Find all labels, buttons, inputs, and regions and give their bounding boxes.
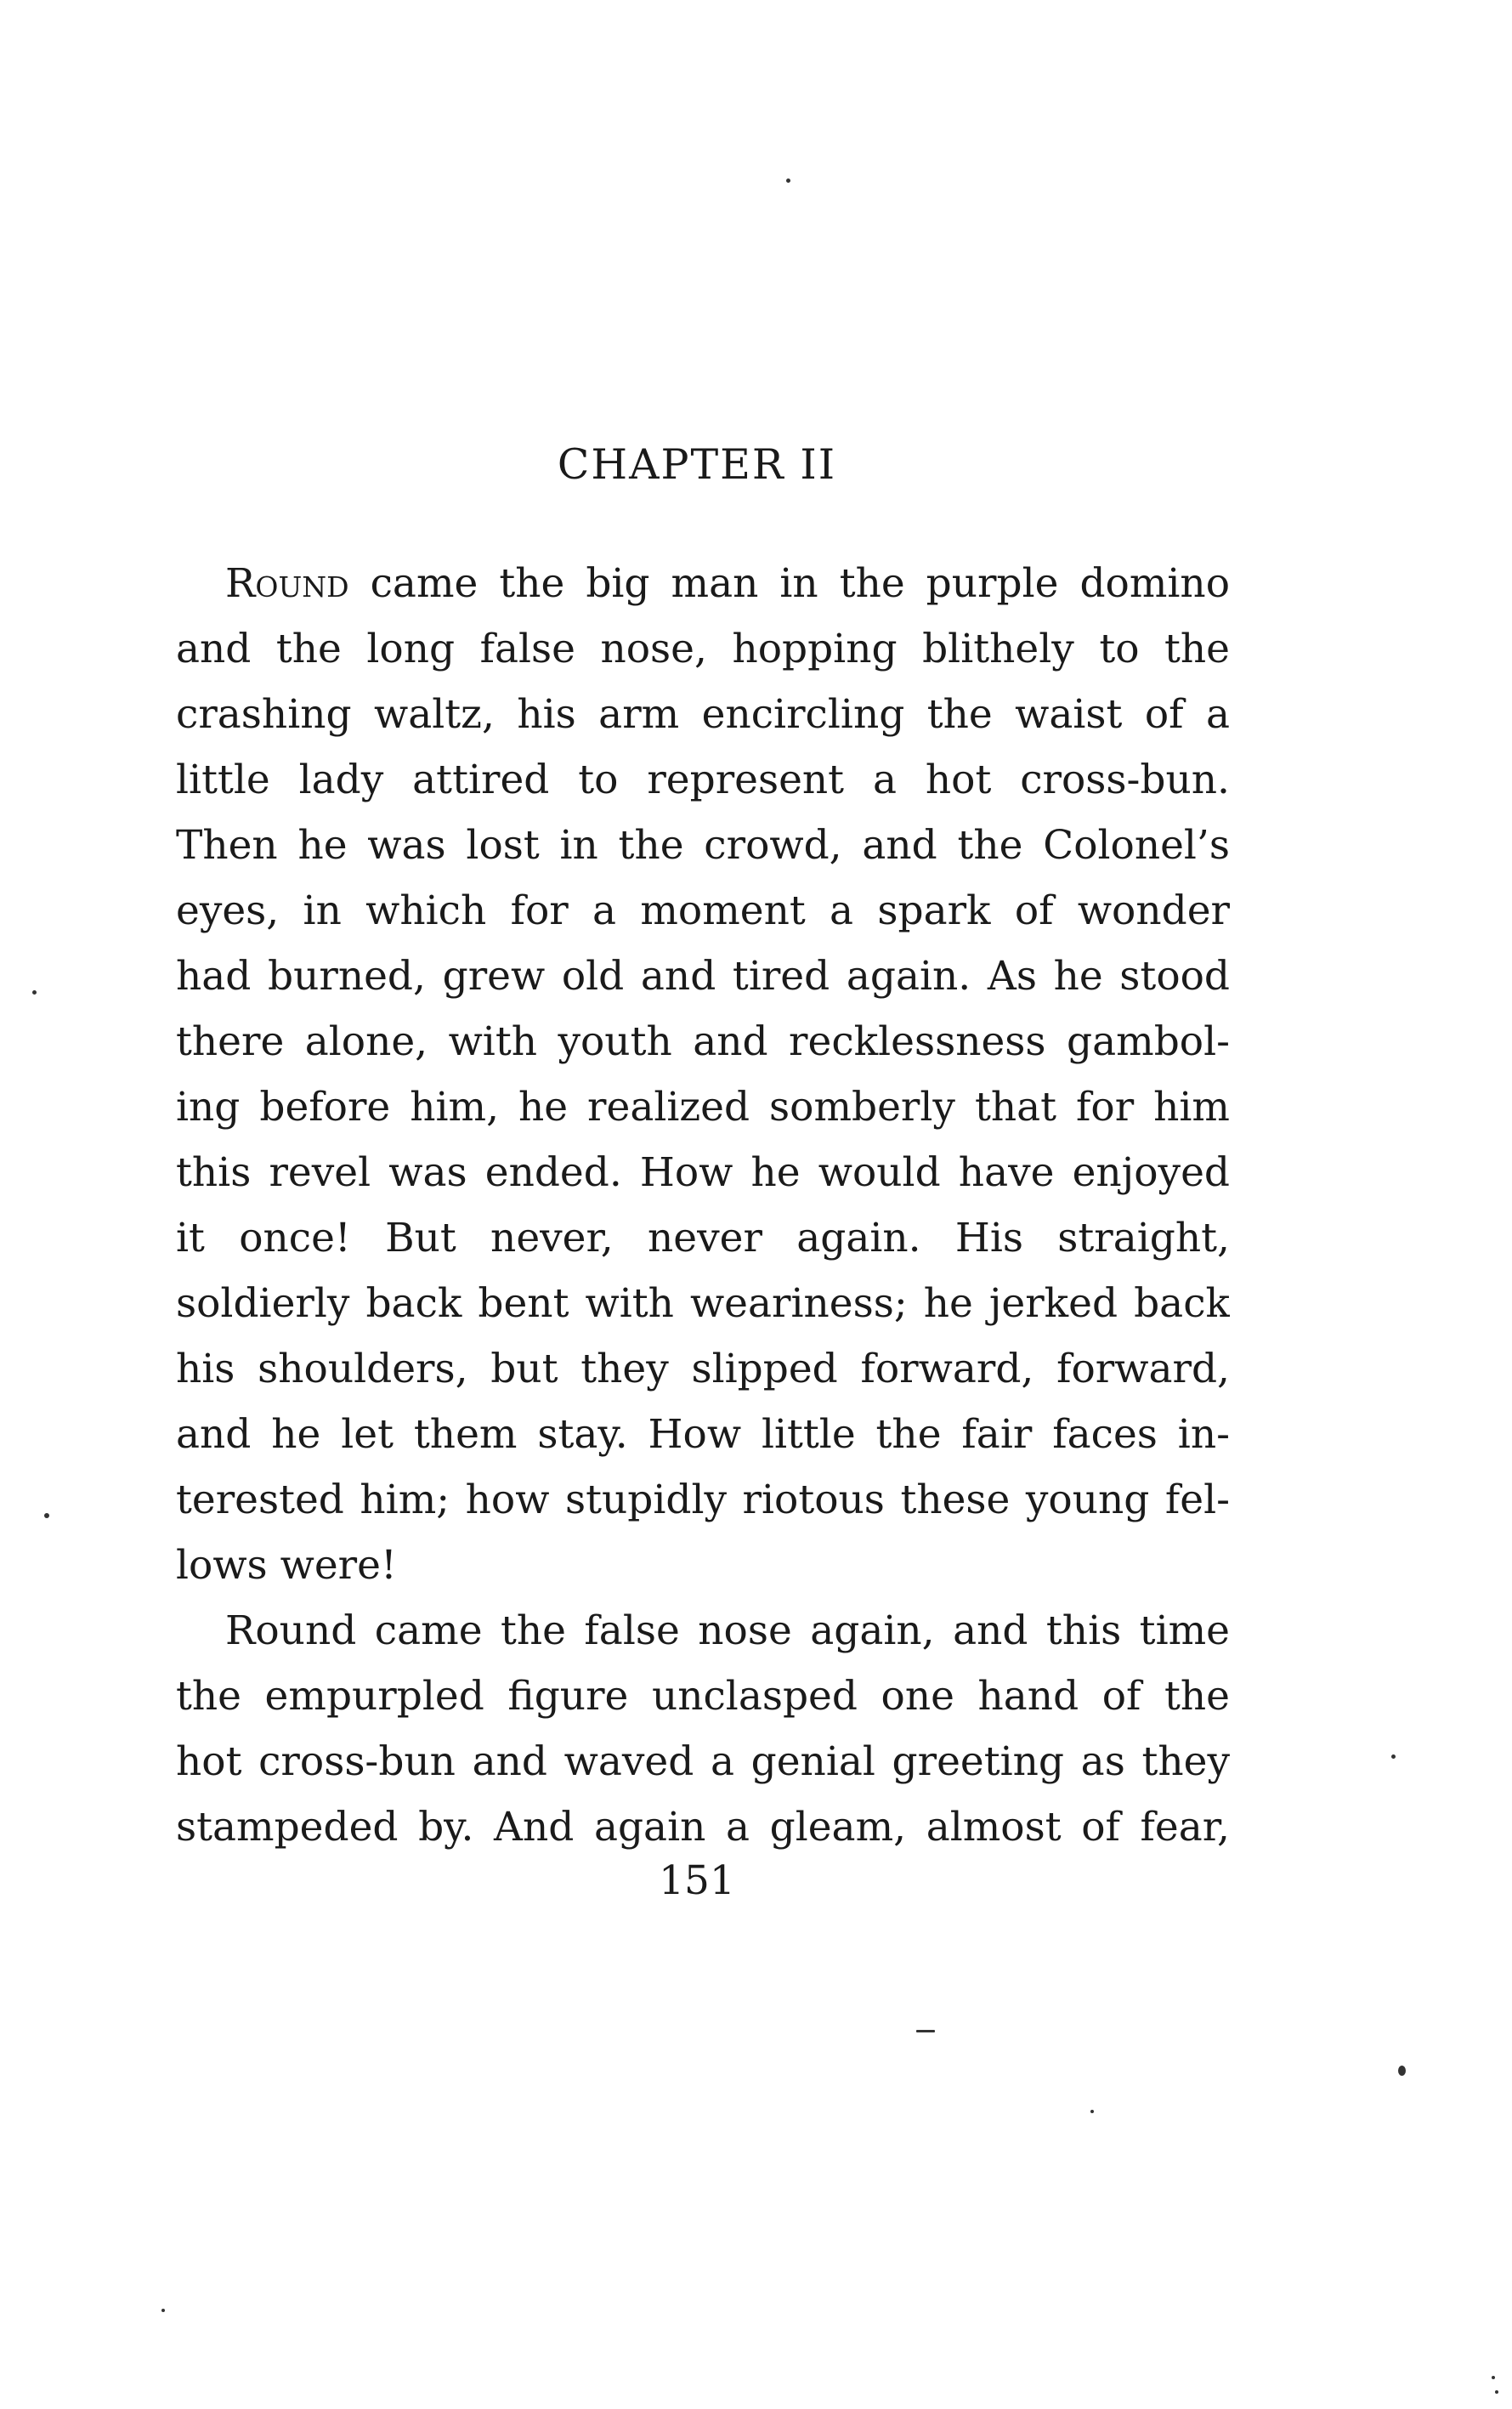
page-number: 151 — [659, 1857, 735, 1904]
paragraph-1-line-3: crashing waltz, his arm encircling the waist of a — [176, 691, 1230, 738]
scan-speck — [44, 1513, 49, 1518]
scan-speck — [1391, 1754, 1396, 1759]
paragraph-1-line-8: there alone, with youth and recklessness gambol- — [176, 1018, 1230, 1065]
paragraph-1-line-14: and he let them stay. How little the fair faces in- — [176, 1411, 1230, 1458]
line-text: came the big man in the purple domino — [348, 560, 1230, 607]
paragraph-2-line-1: Round came the false nose again, and this time — [225, 1607, 1230, 1654]
paragraph-1-line-11: it once! But never, never again. His straight, — [176, 1215, 1230, 1261]
paragraph-1-line-2: and the long false nose, hopping blithely to the — [176, 626, 1230, 672]
scan-speck — [1495, 2390, 1498, 2394]
paragraph-1-line-16: lows were! — [176, 1542, 397, 1589]
paragraph-1-line-6: eyes, in which for a moment a spark of wonder — [176, 887, 1230, 934]
paragraph-1-line-12: soldierly back bent with weariness; he jerked back — [176, 1280, 1230, 1327]
paragraph-1-line-15: terested him; how stupidly riotous these young fel- — [176, 1477, 1230, 1523]
lead-word: Round — [225, 560, 349, 607]
body-text — [176, 551, 1230, 1860]
scan-speck — [1398, 2066, 1406, 2076]
paragraph-1-line-7: had burned, grew old and tired again. As he stood — [176, 953, 1230, 1000]
paragraph-1-line-9: ing before him, he realized somberly that for him — [176, 1084, 1230, 1131]
scan-speck — [1492, 2376, 1495, 2379]
scan-speck — [161, 2309, 165, 2312]
paragraph-2-line-4: stampeded by. And again a gleam, almost of fear, — [176, 1804, 1230, 1851]
paragraph-1-line-10: this revel was ended. How he would have enjoyed — [176, 1149, 1230, 1196]
paragraph-1-line-1 — [176, 551, 1230, 616]
chapter-title: CHAPTER II — [557, 440, 837, 489]
paragraph-2-line-3: hot cross-bun and waved a genial greeting as they — [176, 1738, 1230, 1785]
paragraph-1-line-5: Then he was lost in the crowd, and the Colonel’s — [176, 822, 1230, 869]
paragraph-1-line-4: little lady attired to represent a hot cross-bun. — [176, 757, 1230, 803]
paragraph-1-line-13: his shoulders, but they slipped forward, forward, — [176, 1346, 1230, 1392]
scan-speck — [916, 2030, 935, 2032]
scan-speck — [1090, 2110, 1094, 2113]
paragraph-2-line-2: the empurpled figure unclasped one hand of the — [176, 1673, 1230, 1720]
scan-speck — [32, 990, 37, 995]
scan-speck — [786, 179, 790, 183]
